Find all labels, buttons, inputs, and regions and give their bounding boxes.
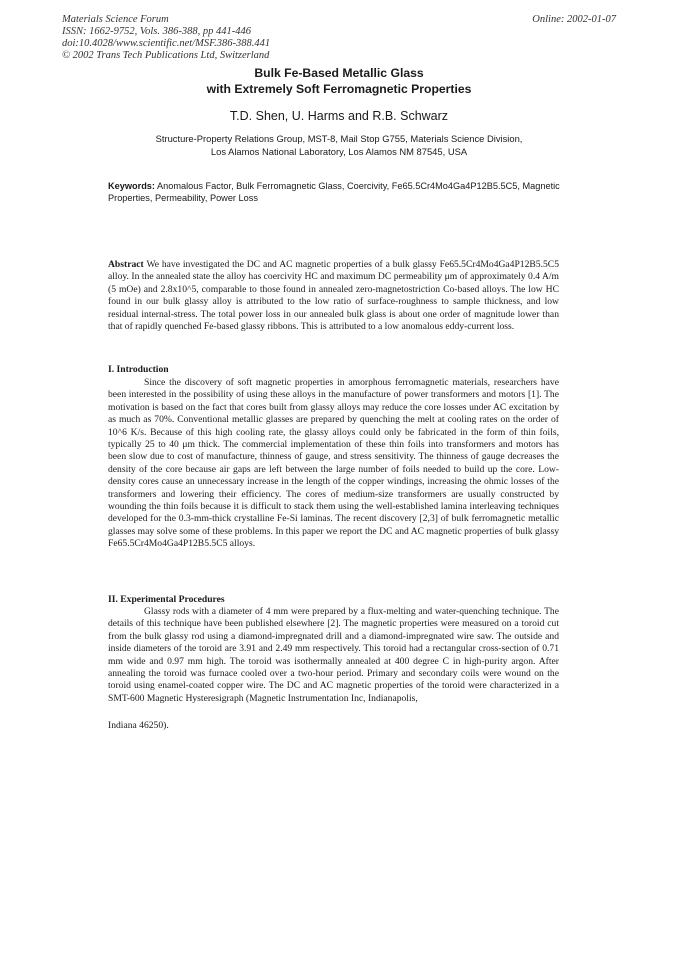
paper-title	[0, 66, 678, 97]
affiliation-line-1: Structure-Property Relations Group, MST-8, Mail Stop G755, Materials Science Division,	[155, 133, 523, 144]
journal-name: Materials Science Forum	[62, 14, 169, 25]
keywords	[108, 180, 562, 204]
doi-link[interactable]: doi:10.4028/www.scientific.net/MSF.386-388.441	[62, 38, 271, 49]
abstract-text: We have investigated the DC and AC magnetic properties of a bulk glassy Fe65.5Cr4Mo4Ga4P12B5.5C5 alloy. In the annealed state the alloy has coercivity HC and maximum DC permeability μm of approximately 0.4 A/m (5 mOe) and 2.8x10^5, comparable to those found in annealed zero-magnetostriction Co-based alloys. The low HC found in our bulk glassy alloy is attributed to the low ratio of surface-roughness to sample thickness, and low residual internal-stress. The total power loss in our annealed bulk glass is about one order of magnitude lower than that of rapidly quenched Fe-based glassy ribbons. This is attributed to a low anomalous eddy-current loss.	[108, 259, 559, 333]
experimental-paragraph: Glassy rods with a diameter of 4 mm were prepared by a flux-melting and water-quenching technique. The details of this technique have been published elsewhere [2]. The magnetic properties were measured on a toroid cut from the bulk glassy rod using a diamond-impregnated drill and a diamond-impregnated wire saw. The outside and inside diameters of the toroid are 3.91 and 2.49 mm respectively. This toroid had a rectangular cross-section of 0.71 mm wide and 0.97 mm high. The toroid was isothermally annealed at 400 degree C in high-purity argon. After annealing the toroid was furnace cooled over a two-hour period. Primary and secondary coils were wound on the toroid using enamel-coated copper wire. The DC and AC magnetic properties of the toroid were characterized in a SMT-600 Magnetic Hysteresigraph (Magnetic Instrumentation Inc, Indianapolis,	[108, 606, 559, 704]
affiliation-line-2: Los Alamos National Laboratory, Los Alamos NM 87545, USA	[210, 146, 468, 157]
authors: T.D. Shen, U. Harms and R.B. Schwarz	[229, 109, 449, 123]
online-date: Online: 2002-01-07	[532, 14, 616, 25]
abstract-label: Abstract	[108, 259, 144, 270]
copyright-line: © 2002 Trans Tech Publications Ltd, Switzerland	[62, 50, 270, 61]
section-heading-introduction: I. Introduction	[108, 364, 169, 375]
abstract	[108, 259, 559, 333]
introduction-paragraph: Since the discovery of soft magnetic properties in amorphous ferromagnetic materials, researchers have been interested in the possibility of using these alloys in the manufacture of power transformers and motors [1]. The motivation is based on the fact that cores built from glassy alloys may reduce the core losses under AC excitation by as much as 70%. Conventional metallic glasses are prepared by quenching the melt at cooling rates on the order of 10^6 K/s. Because of this high cooling rate, the glassy alloys could only be fabricated in the form of thin foils, typically 25 to 40 μm thick. The commercial implementation of these thin foils into transformers and motors has been slow due to cost of manufacture, thinness of gauge, and stress sensitivity. The thinness of gauge decreases the density of the core because air gaps are left between the large number of foils needed to build up the core. Low-density cores cause an unnecessary increase in the length of the copper windings, increasing the ohmic losses of the transformers and lowering their efficiency. The cores of medium-size transformers are usually constructed by wounding the thin foils because it is difficult to stack them using the well-established lamina interleaving techniques developed for the 0.3-mm-thick crystalline Fe-Si laminas. The recent discovery [2,3] of bulk ferromagnetic metallic glasses may solve some of these problems. In this paper we report the DC and AC magnetic properties of bulk glassy Fe65.5Cr4Mo4Ga4P12B5.5C5 alloys.	[108, 377, 559, 550]
experimental-paragraph-last-line: Indiana 46250).	[108, 720, 169, 731]
keywords-text: Anomalous Factor, Bulk Ferromagnetic Glass, Coercivity, Fe65.5Cr4Mo4Ga4P12B5.5C5, Magnetic Properties, Permeability, Power Loss	[108, 181, 560, 203]
journal-header	[62, 14, 270, 62]
section-heading-experimental: II. Experimental Procedures	[108, 594, 225, 605]
title-line-2: with Extremely Soft Ferromagnetic Properties	[206, 81, 472, 96]
keywords-label: Keywords:	[108, 181, 155, 191]
title-line-1: Bulk Fe-Based Metallic Glass	[254, 66, 424, 80]
affiliation	[0, 132, 678, 158]
issn-line: ISSN: 1662-9752, Vols. 386-388, pp 441-446	[62, 26, 251, 37]
